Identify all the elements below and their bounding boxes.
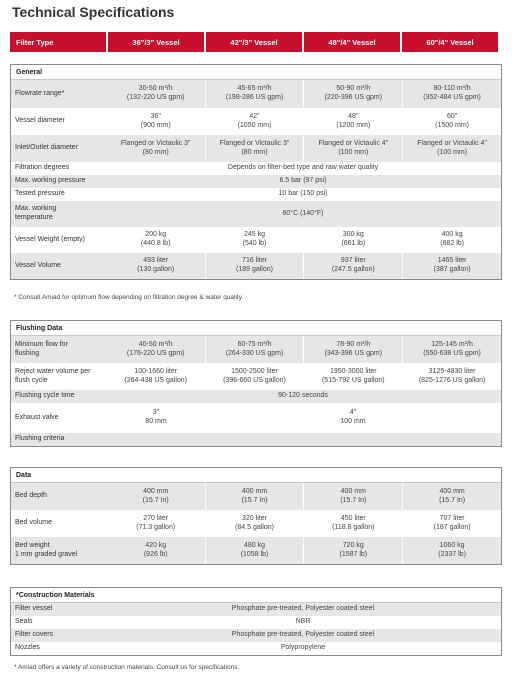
row-label: Bed depth (15, 492, 47, 500)
criteria-row (11, 433, 501, 446)
value-cell: 6.5 bar (97 psi) (279, 177, 327, 185)
value-cell: 245 kg (540 lb) (205, 227, 304, 253)
weight-row (11, 227, 501, 253)
value-cell: 707 liter (187 gallon) (402, 510, 501, 537)
row-label: Flushing cycle time (15, 392, 75, 400)
exhaust-row (11, 403, 501, 433)
value-cell: 60°C (140°F) (282, 209, 324, 217)
value-cell: 400 mm (15.7 In) (303, 483, 402, 510)
bed-depth-row (11, 483, 501, 510)
value-cell: 60-75 m³/h (264-330 US gpm) (205, 336, 304, 363)
value-cell: 1465 liter (387 gallon) (402, 253, 501, 279)
value-cell: Flanged or Victaulic 3" (80 mm) (120, 139, 191, 156)
diameter-row (11, 108, 501, 135)
row-label: Flowrate range* (15, 89, 65, 97)
value-cell: 60" (1500 mm) (402, 108, 501, 135)
material-row (11, 603, 501, 616)
cycle-time-row (11, 390, 501, 403)
header-col-42: 42"/3" Vessel (206, 32, 302, 52)
material-row (11, 629, 501, 642)
bed-volume-row (11, 510, 501, 537)
value-cell: Flanged or Victaulic 3" (80 mm) (205, 135, 304, 162)
value-cell: 400 mm (15.7 In) (205, 483, 304, 510)
value-cell: 270 liter (71.3 gallon) (136, 514, 176, 531)
row-label: Vessel diameter (15, 117, 65, 125)
value-cell: 716 liter (189 gallon) (205, 253, 304, 279)
flushing-section (10, 320, 502, 447)
construction-section (10, 587, 502, 656)
row-label: Minimum flow for flushing (15, 340, 68, 357)
filtration-row (11, 162, 501, 175)
row-label: Max. working temperature (15, 205, 57, 221)
value-cell: 450 liter (118.8 gallon) (303, 510, 402, 537)
value-cell: 80-110 m³/h (352-484 US gpm) (402, 80, 501, 108)
inlet-row (11, 135, 501, 162)
value-cell: 30-50 m³/h (132-220 US gpm) (126, 85, 185, 101)
row-label: Filter vessel (15, 605, 53, 613)
material-row (11, 616, 501, 629)
page-title: Technical Specifications (12, 4, 175, 20)
value-cell: 45-65 m³/h (198-286 US gpm) (205, 80, 304, 108)
value-cell: 320 liter (84.5 gallon) (205, 510, 304, 537)
header-col-36: 36"/3" Vessel (108, 32, 204, 52)
value-cell: Flanged or Victaulic 4" (100 mm) (303, 135, 402, 162)
table-header (10, 32, 502, 52)
min-flow-row (11, 336, 501, 363)
value-cell: Polypropylene (280, 644, 326, 652)
value-cell: 1950-3000 liter (515-792 US gallon) (303, 363, 402, 390)
row-label: Inlet/Outlet diameter (15, 144, 79, 152)
value-cell: Flanged or Victaulic 4" (100 mm) (402, 135, 501, 162)
tested-pressure-row (11, 188, 501, 201)
value-cell: 400 mm (15.7 In) (142, 487, 169, 504)
value-cell: 200 kg (440.8 lb) (140, 231, 171, 247)
flowrate-row (11, 80, 501, 108)
row-label: Vessel Weight (empty) (15, 235, 85, 243)
value-cell: 1500-2500 liter (396-660 US gallon) (205, 363, 304, 390)
volume-row (11, 253, 501, 279)
value-cell: 125-145 m³/h (550-638 US gpm) (402, 336, 501, 363)
value-cell: Phosphate pre-treated, Polyester coated steel (231, 605, 375, 613)
value-cell: 36" (900 mm) (140, 112, 171, 129)
row-label: Exhaust valve (15, 413, 59, 421)
header-filter-type: Filter Type (10, 32, 106, 52)
value-cell: 937 liter (247.5 gallon) (303, 253, 402, 279)
general-title: General (11, 65, 501, 80)
row-label: Bed volume (15, 519, 52, 527)
material-row (11, 642, 501, 655)
row-label: Seals (15, 618, 33, 626)
general-footnote: * Consult Amiad for optimum flow depending on filtration degree & water quality. (14, 294, 244, 301)
row-label: Nozzles (15, 644, 40, 652)
header-col-60: 60"/4" Vessel (402, 32, 498, 52)
flushing-title: Flushing Data (11, 321, 501, 336)
construction-title: *Construction Materials (11, 588, 501, 603)
value-cell: 100-1660 liter (264-438 US gallon) (124, 367, 188, 384)
value-cell: 400 kg (882 lb) (402, 227, 501, 253)
data-section (10, 467, 502, 565)
value-cell: 90-120 seconds (278, 392, 328, 400)
reject-row (11, 363, 501, 390)
value-cell: 420 kg (926 lb) (143, 541, 168, 558)
value-cell: 40-50 m³/h (176-220 US gpm) (126, 340, 185, 357)
value-cell: 42" (1050 mm) (205, 108, 304, 135)
data-title: Data (11, 468, 501, 483)
value-cell: 480 kg (1058 lb) (205, 537, 304, 564)
value-cell: 3125-4830 liter (825-1276 US gallon) (402, 363, 501, 390)
value-cell: 50-90 m³/h (220-396 US gpm) (303, 80, 402, 108)
row-label: Tested pressure (15, 190, 65, 198)
row-label: Max. working pressure (15, 177, 86, 185)
construction-footnote: * Amiad offers a variety of construction materials. Consult us for specifications. (14, 664, 240, 671)
row-label: Flushing criteria (15, 435, 65, 443)
value-cell: 78-90 m³/h (343-396 US gpm) (303, 336, 402, 363)
value-cell: 300 kg (661 lb) (303, 227, 402, 253)
header-col-48: 48"/4" Vessel (304, 32, 400, 52)
bed-weight-row (11, 537, 501, 564)
row-label: Filtration degrees (15, 164, 70, 172)
value-cell: NBR (295, 618, 311, 626)
value-cell: 48" (1200 mm) (303, 108, 402, 135)
value-cell: 10 bar (150 psi) (278, 190, 328, 198)
value-cell: Depends on filter-bed type and raw water quality (227, 164, 379, 172)
row-label: Bed weight 1 mm graded gravel (15, 541, 78, 558)
row-label: Vessel Volume (15, 261, 61, 269)
value-cell: 400 mm (15.7 In) (402, 483, 501, 510)
value-cell: 4" 100 mm (205, 403, 500, 433)
max-temp-row (11, 201, 501, 227)
value-cell: 720 kg (1587 lb) (303, 537, 402, 564)
value-cell: 493 liter (130 gallon) (137, 257, 175, 273)
value-cell: 1060 kg (2337 lb) (402, 537, 501, 564)
value-cell (107, 433, 499, 446)
value-cell: 3" 80 mm (145, 409, 167, 425)
general-section (10, 64, 502, 280)
value-cell: Phosphate pre-treated, Polyester coated steel (231, 631, 375, 639)
max-pressure-row (11, 175, 501, 188)
row-label: Reject water volume per flush cycle (15, 367, 91, 384)
row-label: Filter covers (15, 631, 54, 639)
